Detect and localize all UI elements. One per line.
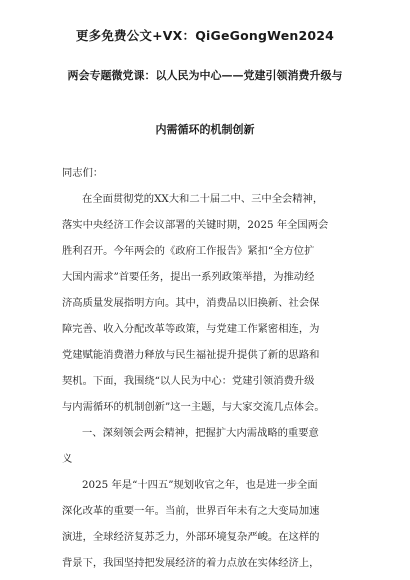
paragraph-1-line: 契机。下面，我围绕“以人民为中心：党建引领消费升级 bbox=[62, 375, 315, 387]
document-title-line-2: 内需循环的机制创新 bbox=[155, 123, 255, 136]
paragraph-1-line: 落实中央经济工作会议部署的关键时期，2025 年全国两会 bbox=[62, 219, 329, 231]
paragraph-1-line: 济高质量发展指明方向。其中，消费品以旧换新、社会保 bbox=[62, 297, 320, 309]
paragraph-1-line: 大国内需求”首要任务，提出一系列政策举措，为推动经 bbox=[62, 271, 315, 283]
paragraph-1-line: 障完善、收入分配改革等政策，与党建工作紧密相连，为 bbox=[62, 323, 320, 335]
paragraph-1-line: 与内需循环的机制创新”这一主题，与大家交流几点体会。 bbox=[62, 401, 325, 413]
paragraph-1-line: 在全面贯彻党的XX大和二十届二中、三中全会精神， bbox=[82, 193, 324, 205]
paragraph-2-line: 背景下，我国坚持把发展经济的着力点放在实体经济上， bbox=[62, 557, 320, 569]
paragraph-1-line: 胜利召开。今年两会的《政府工作报告》紧扣“全方位扩 bbox=[62, 245, 315, 257]
paragraph-2-line: 演进，全球经济复苏乏力，外部环境复杂严峻。在这样的 bbox=[62, 531, 320, 543]
section-heading-line: 一、深刻领会两会精神，把握扩大内需战略的重要意 bbox=[82, 427, 319, 439]
paragraph-2-line: 2025 年是“十四五”规划收官之年，也是进一步全面 bbox=[82, 479, 318, 491]
greeting: 同志们： bbox=[62, 167, 104, 179]
document-title-line-1: 两会专题微党课：以人民为中心——党建引领消费升级与 bbox=[67, 69, 343, 82]
section-heading-line: 义 bbox=[62, 453, 73, 465]
paragraph-2-line: 深化改革的重要一年。当前，世界百年未有之大变局加速 bbox=[62, 505, 320, 517]
paragraph-1-line: 党建赋能消费潜力释放与民生福祉提升提供了新的思路和 bbox=[62, 349, 320, 361]
document-header: 更多免费公文+VX：QiGeGongWen2024 bbox=[75, 28, 335, 43]
